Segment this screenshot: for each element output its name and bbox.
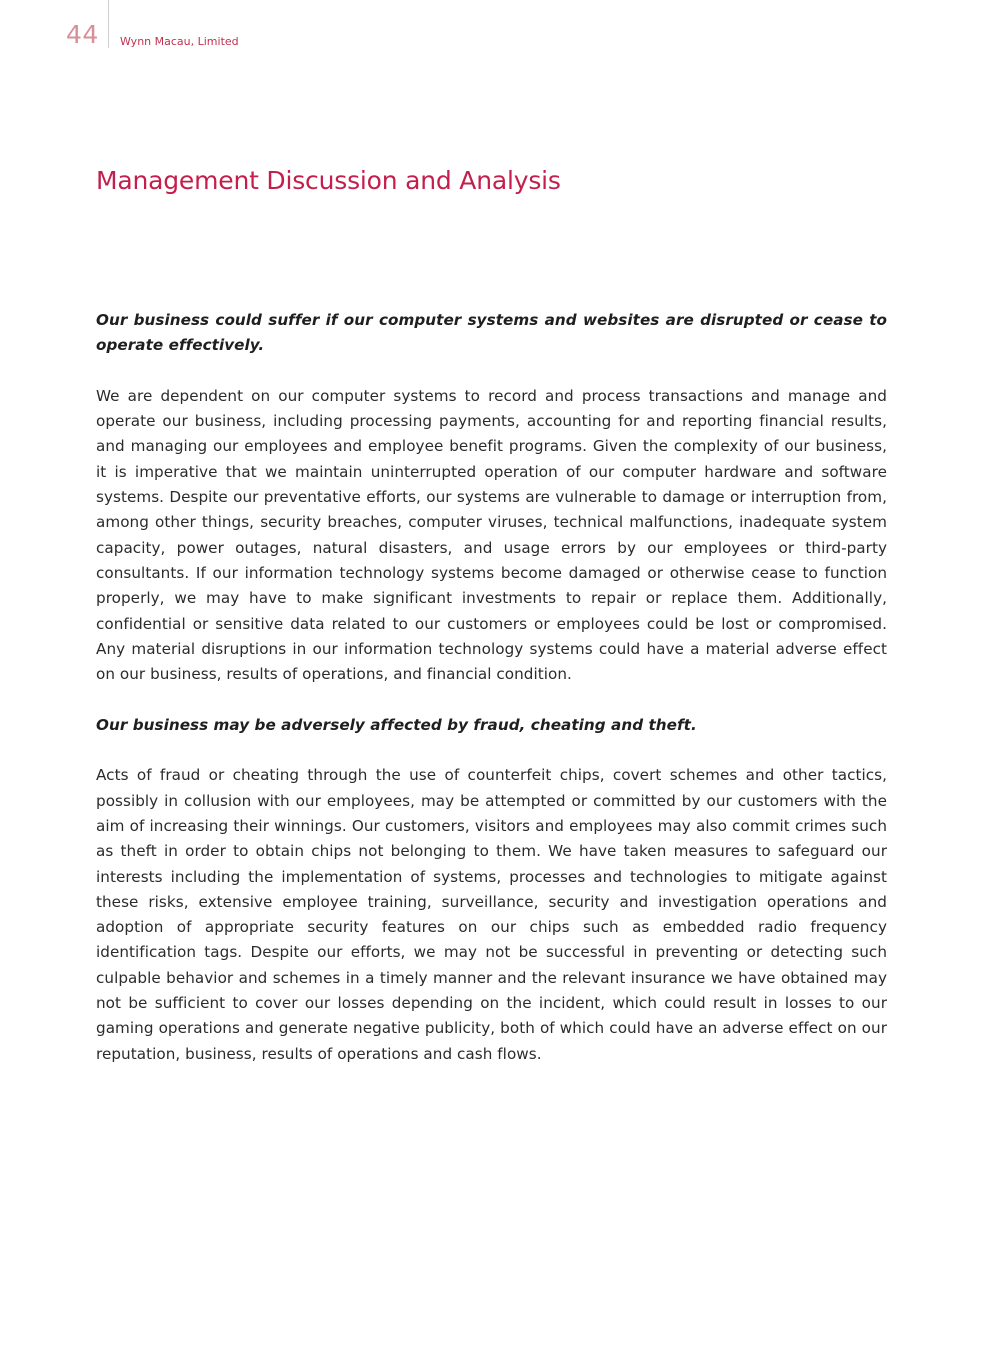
risk-heading-computer-systems: Our business could suffer if our computer systems and websites are disrupted or cease to operate effectively. <box>96 311 887 355</box>
page-header <box>0 0 1006 60</box>
paragraph-spacer <box>96 687 887 712</box>
main-content <box>96 308 887 1067</box>
paragraph-spacer <box>96 738 887 763</box>
risk-body-fraud: Acts of fraud or cheating through the use of counterfeit chips, covert schemes and other tactics, possibly in collusion with our employees, may be attempted or committed by our customers with the aim of increasing their winnings. Our customers, visitors and employees may also commit crimes such as theft in order to obtain chips not belonging to them. We have taken measures to safeguard our interests including the implementation of systems, processes and technologies to mitigate against these risks, extensive employee training, surveillance, security and investigation operations and adoption of appropriate security features on our chips such as embedded radio frequency identification tags. Despite our efforts, we may not be successful in preventing or detecting such culpable behavior and schemes in a timely manner and the relevant insurance we have obtained may not be sufficient to cover our losses depending on the incident, which could result in losses to our gaming operations and generate negative publicity, both of which could have an adverse effect on our reputation, business, results of operations and cash flows. <box>96 766 887 1063</box>
risk-heading-fraud: Our business may be adversely affected by fraud, cheating and theft. <box>96 715 697 734</box>
paragraph-spacer <box>96 359 887 384</box>
page-number: 44 <box>66 20 99 49</box>
risk-body-computer-systems: We are dependent on our computer systems to record and process transactions and manage and operate our business, including processing payments, accounting for and reporting financial results, and managing our employees and employee benefit programs. Given the complexity of our business, it is imperative that we maintain uninterrupted operation of our computer hardware and software systems. Despite our preventative efforts, our systems are vulnerable to damage or interruption from, among other things, security breaches, computer viruses, technical malfunctions, inadequate system capacity, power outages, natural disasters, and usage errors by our employees or third-party consultants. If our information technology systems become damaged or otherwise cease to function properly, we may have to make significant investments to repair or replace them. Additionally, confidential or sensitive data related to our customers or employees could be lost or compromised. Any material disruptions in our information technology systems could have a material adverse effect on our business, results of operations, and financial condition. <box>96 386 887 684</box>
section-title: Management Discussion and Analysis <box>96 166 561 195</box>
company-name: Wynn Macau, Limited <box>120 35 239 48</box>
header-divider <box>108 0 109 48</box>
